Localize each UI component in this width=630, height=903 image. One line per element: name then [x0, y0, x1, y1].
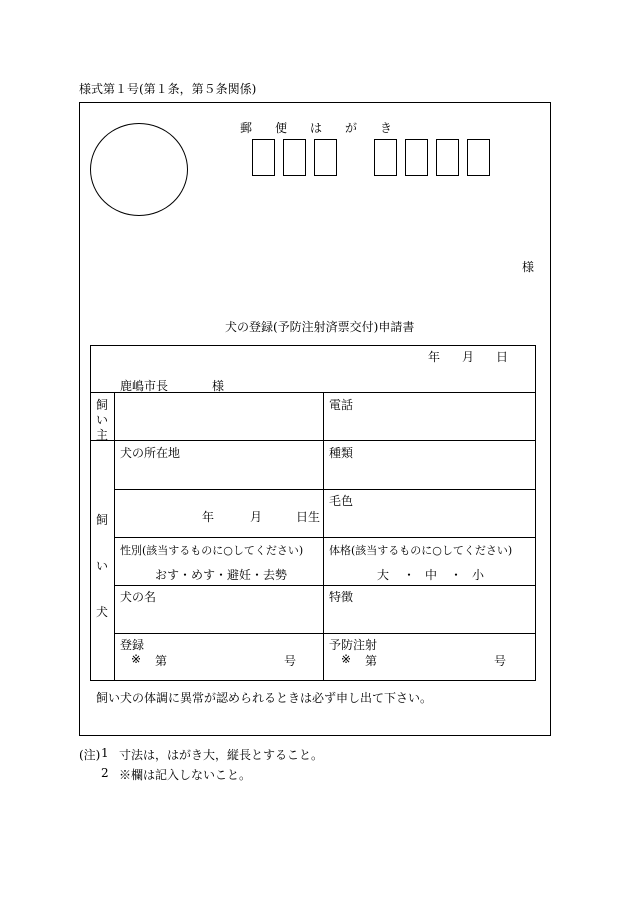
- date-year: 年: [428, 350, 441, 364]
- note-text: ※欄は記入しないこと。: [119, 768, 252, 782]
- vaccination-label: 予防注射: [329, 638, 378, 652]
- birth-day: 日生: [296, 510, 321, 524]
- vaccination-go: 号: [494, 654, 507, 668]
- birth-month: 月: [250, 510, 263, 524]
- breed-label: 種類: [329, 446, 354, 460]
- addressee-sama: 様: [212, 379, 225, 393]
- postcard-char: き: [380, 121, 393, 135]
- registration-label: 登録: [120, 638, 145, 652]
- date-month: 月: [462, 350, 475, 364]
- registration-dai: 第: [155, 654, 168, 668]
- postal-code-box: [405, 139, 428, 176]
- postal-code-box: [374, 139, 397, 176]
- postal-code-box: [283, 139, 306, 176]
- postcard-char: は: [310, 121, 323, 135]
- vaccination-mark: ※: [341, 652, 352, 666]
- date-day: 日: [496, 350, 509, 364]
- birth-year: 年: [202, 510, 215, 524]
- vaccination-dai: 第: [365, 654, 378, 668]
- note-number: 2: [101, 766, 109, 780]
- size-label: 体格(該当するものに○してください): [329, 544, 513, 557]
- notes-prefix: (注): [79, 748, 101, 762]
- dog-name-label: 犬の名: [120, 590, 157, 604]
- note-text: 寸法は，はがき大，縦長とすること。: [119, 748, 324, 762]
- postcard-char: 郵: [240, 121, 253, 135]
- addressee: 鹿嶋市長: [120, 379, 169, 393]
- note-number: 1: [101, 746, 109, 760]
- footer-notice: 飼い犬の体調に異常が認められるときは必ず申し出て下さい。: [96, 691, 433, 705]
- postcard-char: が: [345, 121, 358, 135]
- stamp-circle: [90, 123, 188, 216]
- postal-code-box: [252, 139, 275, 176]
- application-title: 犬の登録(予防注射済票交付)申請書: [225, 320, 415, 334]
- phone-label: 電話: [329, 398, 354, 412]
- coat-color-label: 毛色: [329, 494, 354, 508]
- sex-label: 性別(該当するものに○してください): [120, 544, 304, 557]
- sex-options: おす・めす・避妊・去勢: [155, 568, 288, 582]
- form-header: 様式第１号(第１条，第５条関係): [79, 82, 257, 96]
- postal-code-box: [436, 139, 459, 176]
- registration-go: 号: [284, 654, 297, 668]
- features-label: 特徴: [329, 590, 354, 604]
- postal-code-box: [314, 139, 337, 176]
- postcard-char: 便: [275, 121, 288, 135]
- recipient-sama: 様: [522, 260, 535, 274]
- dog-location-label: 犬の所在地: [120, 446, 181, 460]
- registration-mark: ※: [131, 652, 142, 666]
- postal-code-box: [467, 139, 490, 176]
